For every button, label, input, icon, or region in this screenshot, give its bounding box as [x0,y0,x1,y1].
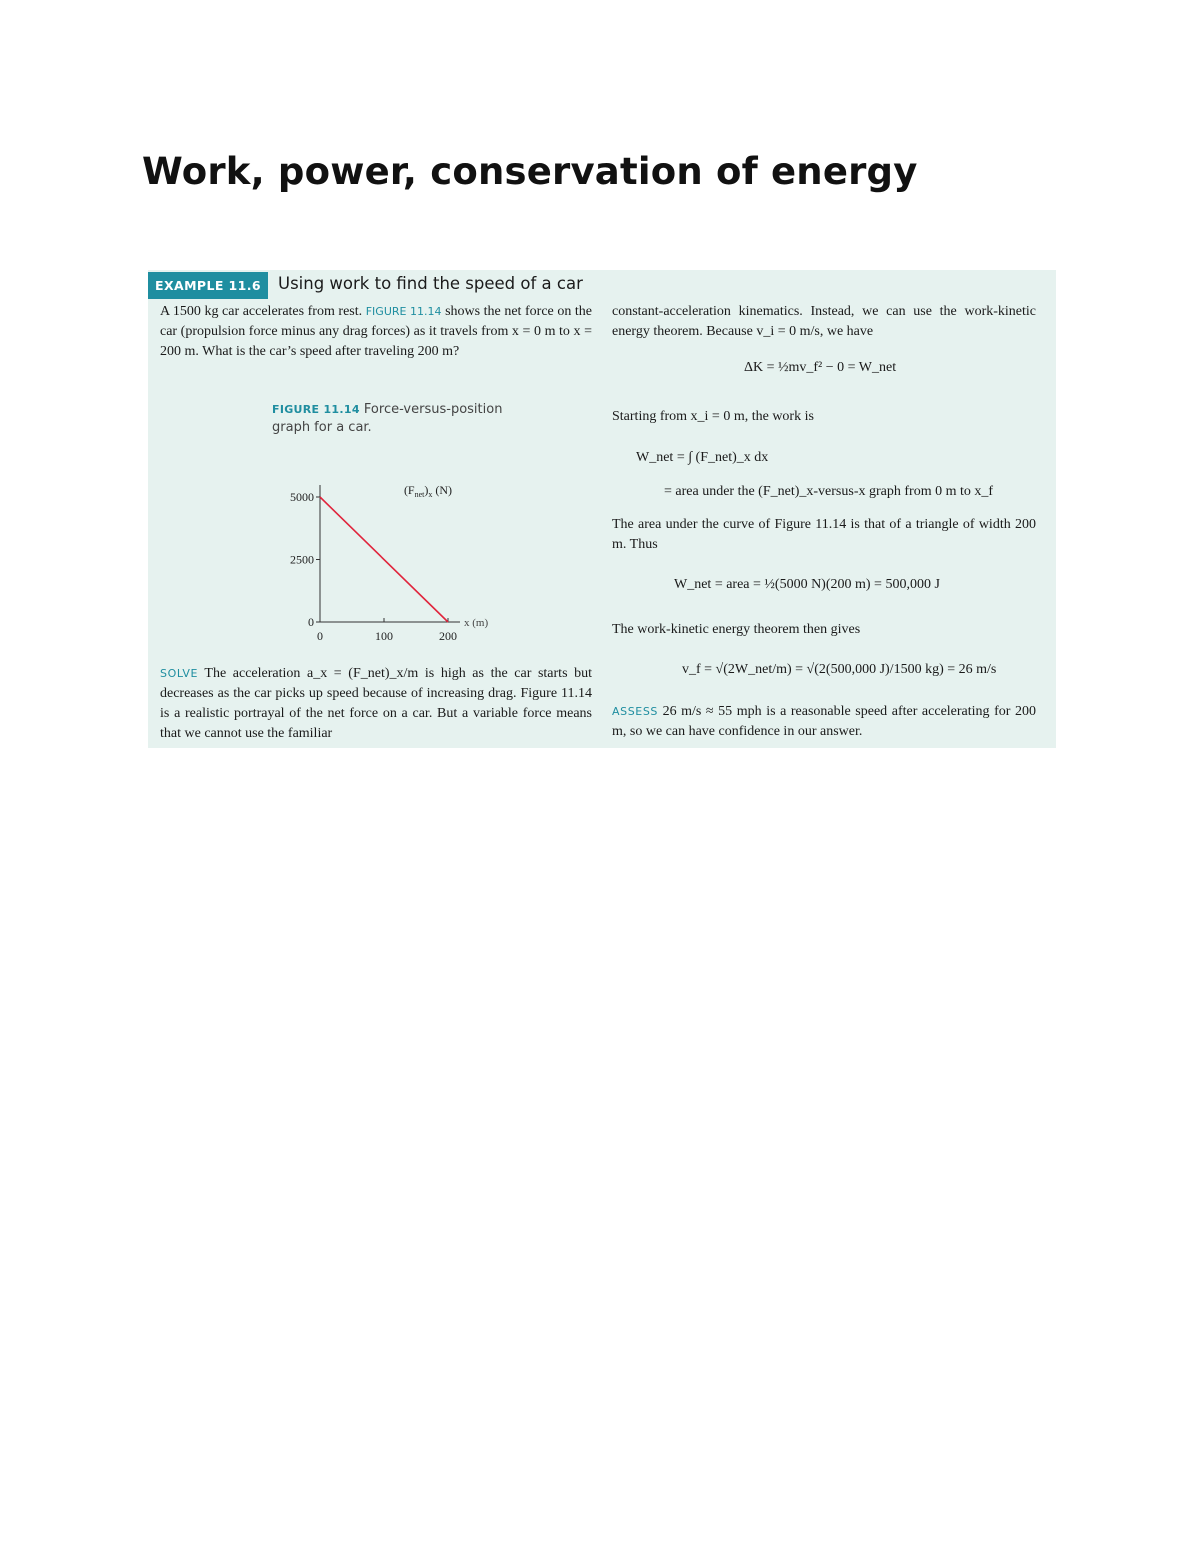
y-tick-label: 0 [308,615,314,629]
example-box [148,270,1056,748]
force-series-line [320,497,448,622]
left-column [160,302,593,741]
right-paragraph-3: The area under the curve of Figure 11.14 is that of a triangle of width 200 m. Thus [612,517,1036,552]
equation-work-area: W_net = area = ½(5000 N)(200 m) = 500,000 J [674,577,940,592]
solve-label: SOLVE [160,667,199,680]
page-heading: Work, power, conservation of energy [142,150,918,193]
example-title: Using work to find the speed of a car [278,274,583,293]
equation-delta-k: ΔK = ½mv_f² − 0 = W_net [744,360,897,375]
y-tick-label: 5000 [290,490,314,504]
y-axis-label: $(F_{net})_x$ (N) [403,483,453,499]
equation-work-integral: W_net = ∫ (F_net)_x dx [636,450,769,465]
solve-text: SOLVE The acceleration a_x = (F_net)_x/m is high as the car starts but decreases as the car picks up speed because of increasing drag. Figure 11.14 is a realistic portrayal of the net force on a car. But a variable force means that we cannot use the familiar [160,666,593,741]
y-tick-label: 2500 [290,552,314,567]
x-tick-label: 200 [439,629,457,643]
solve-section [160,664,592,744]
figure-caption [272,401,532,437]
equation-final-speed: v_f = √(2W_net/m) = √(2(500,000 J)/1500 kg) = 26 m/s [682,662,997,677]
force-position-chart [260,472,500,652]
figure-caption-text: Force-versus-position graph for a car. [272,402,503,435]
example-tag: EXAMPLE 11.6 [148,272,268,299]
x-tick-label: 100 [375,629,393,643]
assess-label: ASSESS [612,705,659,718]
equation-area-under-graph: = area under the (F_net)_x-versus-x graph from 0 m to x_f [664,484,994,499]
right-paragraph-1: constant-acceleration kinematics. Instead, we can use the work-kinetic energy theorem. Because v_i = 0 m/s, we have [612,304,1036,339]
right-paragraph-2: Starting from x_i = 0 m, the work is [612,409,814,424]
example-intro: A 1500 kg car accelerates from rest. FIGURE 11.14 shows the net force on the car (propulsion force minus any drag forces) as it travels from x = 0 m to x = 200 m. What is the car’s speed after traveling 200 m? [160,304,592,359]
figure-label: FIGURE 11.14 [272,403,360,416]
figure-reference: FIGURE 11.14 [365,305,442,318]
assess-text: ASSESS 26 m/s ≈ 55 mph is a reasonable speed after accelerating for 200 m, so we can have confidence in our answer. [612,704,1036,739]
x-axis-label: x (m) [464,617,489,629]
right-column [612,302,1036,739]
right-paragraph-4: The work-kinetic energy theorem then gives [612,622,861,637]
x-tick-label: 0 [317,629,323,643]
